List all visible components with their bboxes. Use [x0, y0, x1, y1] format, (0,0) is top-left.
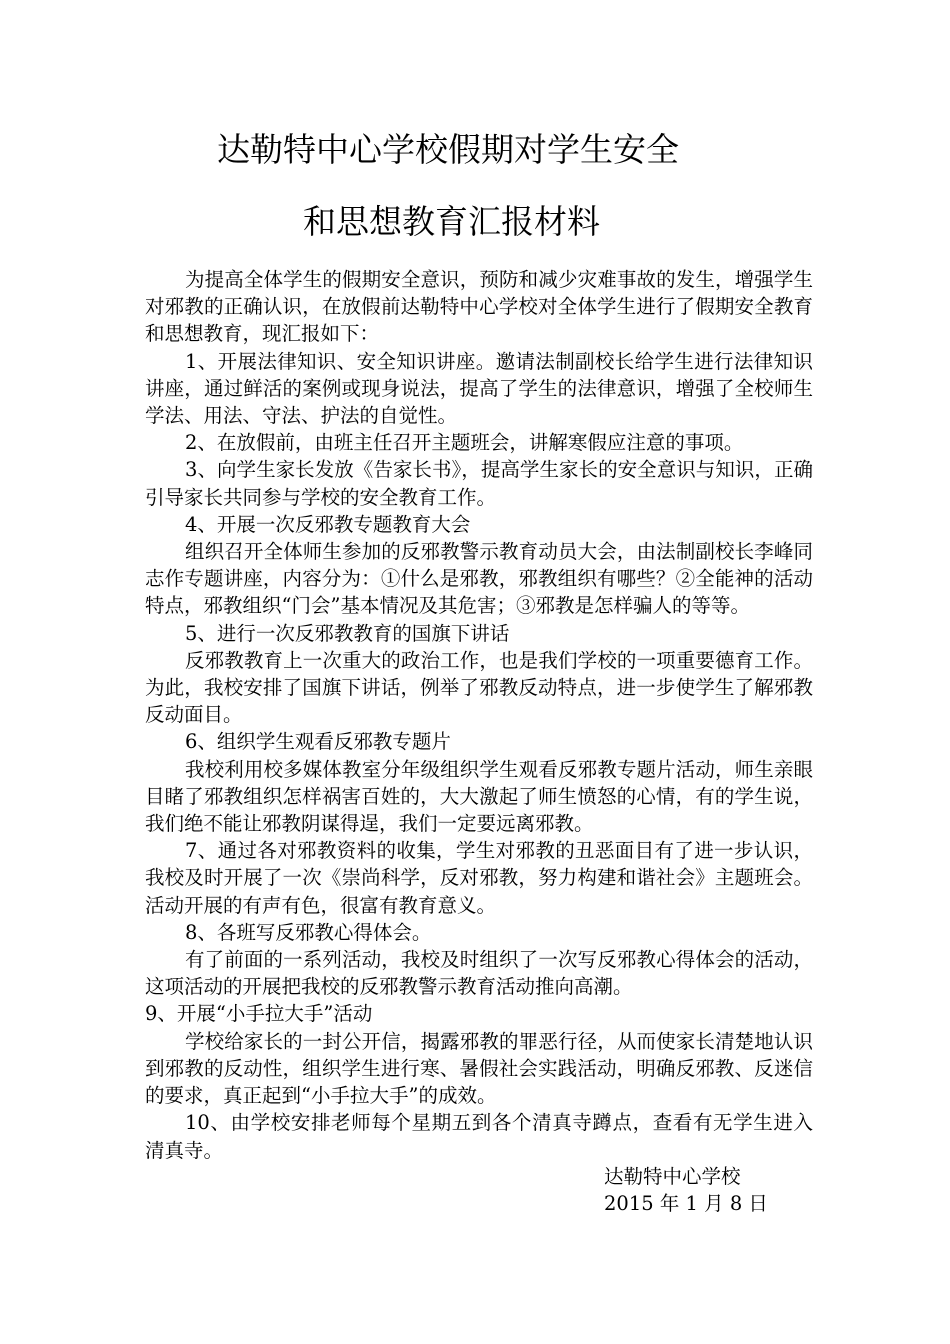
signature-date: 2015 年 1 月 8 日 [604, 1192, 768, 1215]
paragraph: 反邪教教育上一次重大的政治工作，也是我们学校的一项重要德育工作。为此，我校安排了国旗下讲话，例举了邪教反动特点，进一步使学生了解邪教反动面目。 [145, 648, 813, 727]
paragraph: 7、通过各对邪教资料的收集，学生对邪教的丑恶面目有了进一步认识，我校及时开展了一次《崇尚科学，反对邪教，努力构建和谐社会》主题班会。活动开展的有声有色，很富有教育意义。 [145, 839, 813, 917]
paragraph: 1、开展法律知识、安全知识讲座。邀请法制副校长给学生进行法律知识讲座，通过鲜活的案例或现身说法，提高了学生的法律意识，增强了全校师生学法、用法、守法、护法的自觉性。 [145, 349, 813, 428]
paragraph: 8、各班写反邪教心得体会。 [185, 920, 432, 944]
paragraph: 有了前面的一系列活动，我校及时组织了一次写反邪教心得体会的活动，这项活动的开展把我校的反邪教警示教育活动推向高潮。 [145, 948, 813, 999]
paragraph: 学校给家长的一封公开信，揭露邪教的罪恶行径，从而使家长清楚地认识到邪教的反动性，组织学生进行寒、暑假社会实践活动，明确反邪教、反迷信的要求，真正起到“小手拉大手”的成效。 [145, 1029, 813, 1108]
paragraph: 3、向学生家长发放《告家长书》，提高学生家长的安全意识与知识，正确引导家长共同参与学校的安全教育工作。 [145, 458, 813, 509]
document-title-line-1: 达勒特中心学校假期对学生安全 [217, 130, 679, 169]
paragraph: 2、在放假前，由班主任召开主题班会，讲解寒假应注意的事项。 [185, 431, 744, 455]
document-title-line-2: 和思想教育汇报材料 [303, 202, 600, 241]
paragraph: 我校利用校多媒体教室分年级组织学生观看反邪教专题片活动，师生亲眼目睹了邪教组织怎样祸害百姓的，大大激起了师生愤怒的心情，有的学生说，我们绝不能让邪教阴谋得逞，我们一定要远离邪教。 [145, 757, 813, 836]
paragraph: 组织召开全体师生参加的反邪教警示教育动员大会，由法制副校长李峰同志作专题讲座，内容分为：①什么是邪教，邪教组织有哪些？②全能神的活动特点，邪教组织“门会”基本情况及其危害；③邪教是怎样骗人的等等。 [145, 540, 813, 618]
document-body [145, 266, 813, 1164]
paragraph: 5、进行一次反邪教教育的国旗下讲话 [185, 621, 510, 645]
paragraph: 6、组织学生观看反邪教专题片 [185, 730, 451, 754]
signature-block [604, 1163, 768, 1217]
paragraph: 为提高全体学生的假期安全意识，预防和减少灾难事故的发生，增强学生对邪教的正确认识，在放假前达勒特中心学校对全体学生进行了假期安全教育和思想教育，现汇报如下： [145, 268, 813, 346]
paragraph: 4、开展一次反邪教专题教育大会 [185, 512, 471, 536]
paragraph: 9、开展“小手拉大手”活动 [145, 1002, 373, 1026]
paragraph: 10、由学校安排老师每个星期五到各个清真寺蹲点，查看有无学生进入清真寺。 [145, 1111, 813, 1162]
signature-organization: 达勒特中心学校 [604, 1165, 741, 1188]
